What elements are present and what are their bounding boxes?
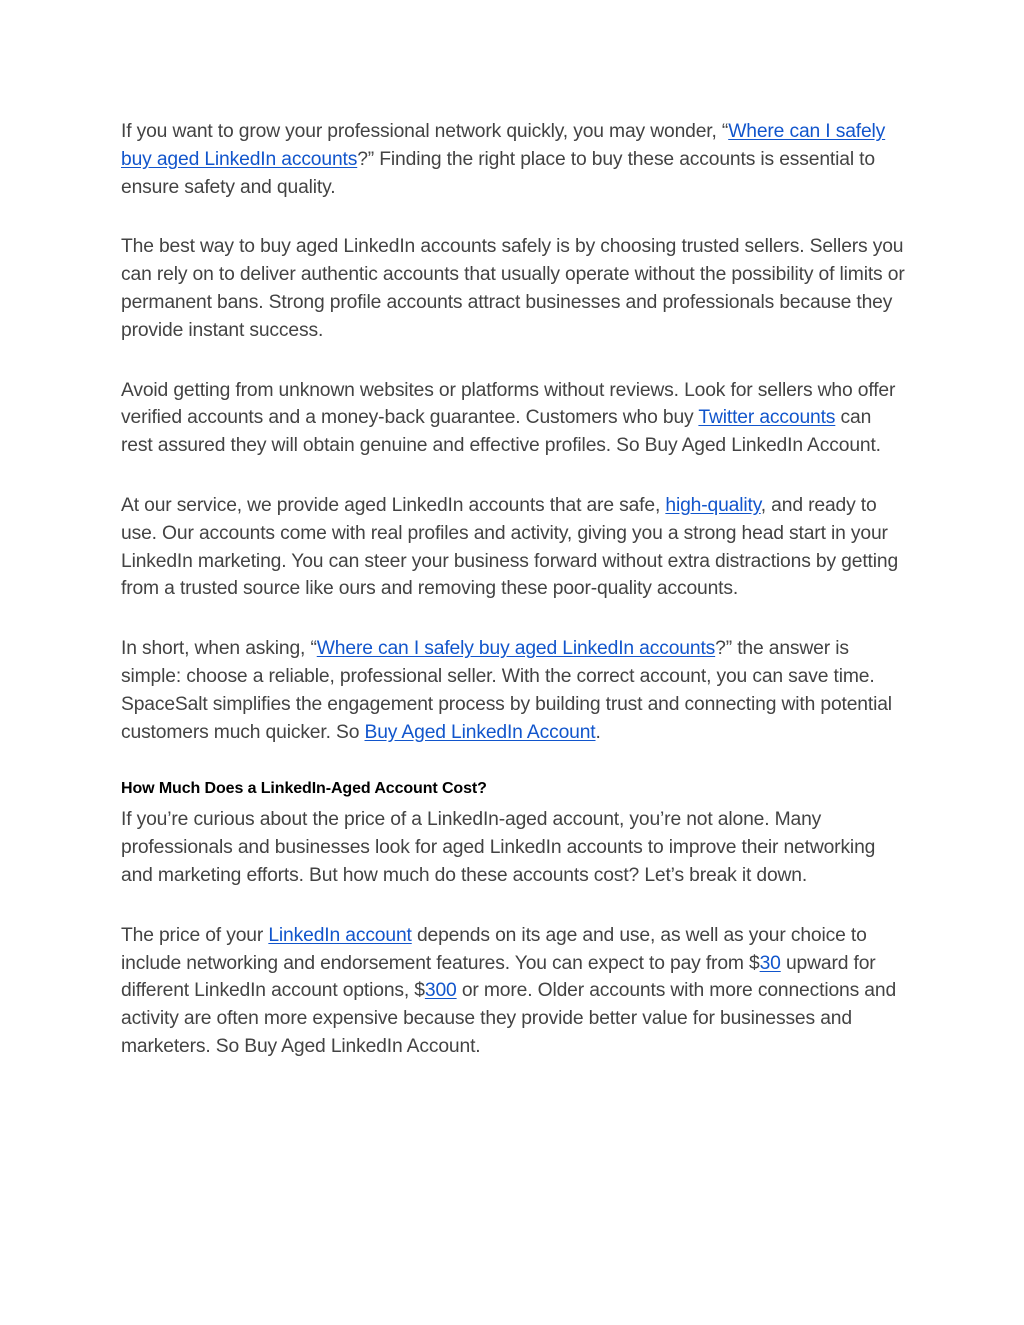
paragraph-in-short xyxy=(121,635,906,746)
paragraph-text: or more. Older accounts with more connections and activity are often more expensive because they provide better value for businesses and marketers. So Buy Aged LinkedIn Account. xyxy=(121,980,897,1057)
paragraph-text: The best way to buy aged LinkedIn accounts safely is by choosing trusted sellers. Sellers you can rely on to deliver authentic accounts that usually operate without the possibility of limits or permanent bans. Strong profile accounts attract businesses and professionals because they provide instant success. xyxy=(121,236,905,341)
link-twitter-accounts[interactable]: Twitter accounts xyxy=(698,407,836,429)
paragraph-text: The price of your xyxy=(121,924,269,946)
link-buy-aged-linkedin-account[interactable]: Buy Aged LinkedIn Account xyxy=(364,721,596,743)
paragraph-avoid-unknown xyxy=(121,377,906,460)
paragraph-our-service xyxy=(121,492,906,603)
document-page xyxy=(121,118,906,1093)
section-heading-cost: How Much Does a LinkedIn-Aged Account Cost? xyxy=(121,780,487,798)
paragraph-text: . xyxy=(595,721,601,743)
paragraph-text: If you’re curious about the price of a LinkedIn-aged account, you’re not alone. Many professionals and businesses look for aged LinkedIn accounts to improve their networking and marketing efforts. But how much do these accounts cost? Let’s break it down. xyxy=(121,809,876,886)
paragraph-text: At our service, we provide aged LinkedIn accounts that are safe, xyxy=(121,494,666,516)
paragraph-text: Avoid getting from unknown websites or platforms without reviews. Look for sellers who offer verified accounts and a money-back guarantee. Customers who buy xyxy=(121,379,896,429)
paragraph-text: upward for different LinkedIn account options, $ xyxy=(121,952,876,1002)
paragraph-intro xyxy=(121,118,906,201)
paragraph-text: ?” the answer is simple: choose a reliable, professional seller. With the correct account, you can save time. SpaceSalt simplifies the engagement process by building trust and connecting with potential customers much quicker. So xyxy=(121,638,892,743)
paragraph-text: In short, when asking, “ xyxy=(121,638,317,660)
paragraph-text: can rest assured they will obtain genuine and effective profiles. So Buy Aged LinkedIn Account. xyxy=(121,407,881,457)
link-price-300[interactable]: 300 xyxy=(424,980,457,1002)
paragraph-text: ?” Finding the right place to buy these accounts is essential to ensure safety and quality. xyxy=(121,148,875,198)
paragraph-text: depends on its age and use, as well as your choice to include networking and endorsement features. You can expect to pay from $ xyxy=(121,924,867,974)
link-where-can-i-safely-buy[interactable]: Where can I safely buy aged LinkedIn accounts xyxy=(121,121,886,170)
paragraph-curious-price xyxy=(121,806,906,889)
link-price-30[interactable]: 30 xyxy=(759,952,781,974)
paragraph-price-details xyxy=(121,922,906,1061)
link-high-quality[interactable]: high-quality xyxy=(665,494,761,516)
link-where-can-i-safely-buy-2[interactable]: Where can I safely buy aged LinkedIn accounts xyxy=(316,638,716,660)
link-linkedin-account[interactable]: LinkedIn account xyxy=(268,924,412,946)
paragraph-trusted-sellers xyxy=(121,233,906,344)
paragraph-text: If you want to grow your professional network quickly, you may wonder, “ xyxy=(121,121,729,142)
paragraph-text: , and ready to use. Our accounts come with real profiles and activity, giving you a strong head start in your LinkedIn marketing. You can steer your business forward without extra distractions by getting from a trusted source like ours and removing these poor-quality accounts. xyxy=(121,494,899,600)
